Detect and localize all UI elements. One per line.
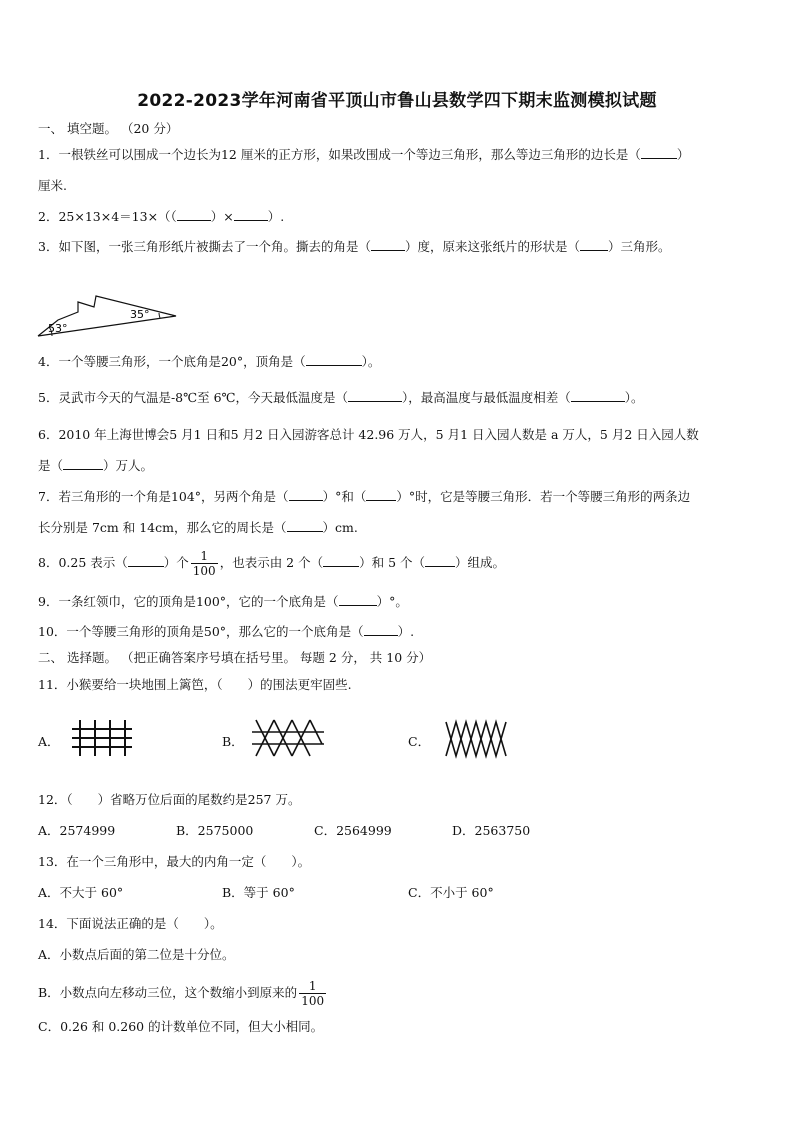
question-2 [38, 208, 284, 226]
q13-option-c[interactable]: C．不小于 60° [408, 885, 494, 900]
q2-text: 2．25×13×4＝13×（（ [38, 209, 177, 224]
q9-text: 9．一条红领巾，它的顶角是100°，它的一个底角是（ [38, 594, 339, 609]
question-4 [38, 353, 380, 371]
q4-text: 4．一个等腰三角形，一个底角是20°，顶角是（ [38, 354, 306, 369]
q3-text: 3．如下图，一张三角形纸片被撕去了一个角。撕去的角是（ [38, 239, 371, 254]
q12-option-d[interactable]: D．2563750 [452, 823, 531, 838]
torn-triangle-figure [36, 282, 178, 340]
q9-end: ）°。 [376, 594, 408, 609]
question-12-stem: 12．（ ）省略万位后面的尾数约是257 万。 [38, 792, 301, 807]
question-6-line-1: 6．2010 年上海世博会5 月1 日和5 月2 日入园游客总计 42.96 万人，5 月1 日入园人数是 a 万人，5 月2 日入园人数 [38, 427, 699, 442]
question-10 [38, 623, 414, 641]
q6-text: 是（ [38, 458, 64, 473]
q8-blank-2[interactable] [323, 554, 359, 567]
q8-text: 8．0.25 表示（ [38, 555, 128, 570]
question-14-stem: 14．下面说法正确的是（ ）。 [38, 916, 223, 931]
q14-option-c[interactable]: C．0.26 和 0.260 的计数单位不同，但大小相同。 [38, 1019, 324, 1034]
fraction-numerator: 1 [191, 549, 218, 564]
q14-fraction [299, 979, 326, 1008]
q2-mid: ）× [210, 209, 234, 224]
angle-arc-right [159, 313, 160, 318]
q8-mid-2: ，也表示由 2 个（ [219, 555, 324, 570]
fraction-denominator: 100 [301, 994, 325, 1008]
q3-end: ）三角形。 [607, 239, 671, 254]
q8-blank-3[interactable] [425, 554, 455, 567]
q12-option-c[interactable]: C．2564999 [314, 823, 392, 838]
question-1-line-2: 厘米. [38, 178, 67, 193]
section-1-heading: 一、 填空题。 （20 分） [38, 121, 179, 136]
q14-option-a[interactable]: A．小数点后面的第二位是十分位。 [38, 947, 235, 962]
q14-option-b-text: B．小数点向左移动三位，这个数缩小到原来的 [38, 985, 298, 1000]
q5-blank-2[interactable] [571, 389, 625, 402]
q5-blank-1[interactable] [348, 389, 402, 402]
question-6-line-2 [38, 457, 153, 475]
q4-blank[interactable] [306, 353, 362, 366]
q5-mid: ），最高温度与最低温度相差（ [402, 390, 571, 405]
question-13-stem: 13．在一个三角形中，最大的内角一定（ ）。 [38, 854, 311, 869]
fence-cross-icon [252, 720, 324, 758]
q13-option-a[interactable]: A．不大于 60° [38, 885, 124, 900]
q7-rest: ）°时，它是等腰三角形．若一个等腰三角形的两条边 [396, 489, 691, 504]
question-5 [38, 389, 644, 407]
q1-text: 1．一根铁丝可以围成一个边长为12 厘米的正方形，如果改围成一个等边三角形，那么等边三角形的边长是（ [38, 147, 641, 162]
fraction-denominator: 100 [192, 564, 216, 578]
q10-blank[interactable] [364, 623, 398, 636]
q7-text-2: 长分别是 7cm 和 14cm，那么它的周长是（ [38, 520, 287, 535]
q10-text: 10．一个等腰三角形的顶角是50°，那么它的一个底角是（ [38, 624, 364, 639]
q2-blank-1[interactable] [177, 208, 211, 221]
angle-label-53: 53° [48, 322, 68, 335]
q2-blank-2[interactable] [234, 208, 268, 221]
q3-mid: ）度，原来这张纸片的形状是（ [404, 239, 580, 254]
q1-blank[interactable] [641, 146, 677, 159]
q4-end: ）。 [361, 354, 381, 369]
angle-label-35: 35° [130, 308, 150, 321]
q8-end: ）组成。 [455, 555, 506, 570]
section-2-heading: 二、 选择题。 （把正确答案序号填在括号里。 每题 2 分， 共 10 分） [38, 650, 432, 665]
q5-end: ）。 [624, 390, 644, 405]
q8-mid-3: ）和 5 个（ [359, 555, 425, 570]
q7-mid: ）°和（ [322, 489, 367, 504]
question-7-line-2 [38, 519, 358, 537]
question-8 [38, 548, 505, 578]
q7-blank-3[interactable] [287, 519, 323, 532]
question-1-line-1 [38, 146, 689, 164]
q7-blank-1[interactable] [289, 488, 323, 501]
q7-blank-2[interactable] [366, 488, 396, 501]
q14-option-b[interactable] [38, 976, 328, 1010]
page-title: 2022-2023学年河南省平顶山市鲁山县数学四下期末监测模拟试题 [137, 91, 657, 111]
q13-option-b[interactable]: B．等于 60° [222, 885, 295, 900]
question-9 [38, 593, 408, 611]
q10-end: ）. [397, 624, 415, 639]
q8-fraction [191, 549, 218, 578]
q1-close: ） [676, 147, 690, 162]
fraction-numerator: 1 [299, 979, 326, 994]
q3-blank-1[interactable] [371, 238, 405, 251]
q11-option-a-label[interactable]: A． [38, 734, 60, 749]
q11-option-b-label[interactable]: B． [222, 734, 244, 749]
q12-option-a[interactable]: A．2574999 [38, 823, 116, 838]
q6-blank[interactable] [63, 457, 103, 470]
q2-end: ）. [267, 209, 285, 224]
q3-blank-2[interactable] [580, 238, 608, 251]
question-7-line-1 [38, 488, 690, 506]
q8-blank-1[interactable] [128, 554, 164, 567]
q5-text: 5．灵武市今天的气温是-8℃至 6℃，今天最低温度是（ [38, 390, 349, 405]
fence-zigzag-icon [444, 720, 508, 760]
q12-option-b[interactable]: B．2575000 [176, 823, 254, 838]
question-3 [38, 238, 671, 256]
q7-text: 7．若三角形的一个角是104°，另两个角是（ [38, 489, 289, 504]
fence-grid-icon [70, 720, 132, 758]
q7-end: ）cm. [322, 520, 358, 535]
q6-end: ）万人。 [103, 458, 154, 473]
q8-mid: ）个 [163, 555, 189, 570]
question-11-stem: 11．小猴要给一块地围上篱笆，（ ）的围法更牢固些. [38, 677, 352, 692]
q11-option-c-label[interactable]: C． [408, 734, 431, 749]
q9-blank[interactable] [339, 593, 377, 606]
